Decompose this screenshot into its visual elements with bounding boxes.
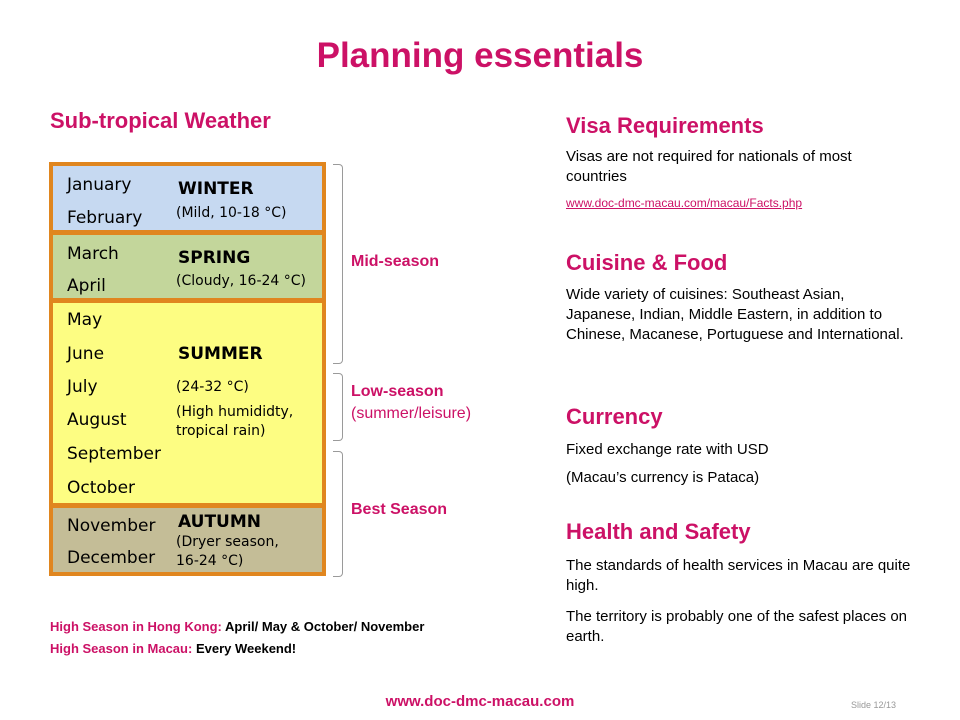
- currency-line-2: (Macau’s currency is Pataca): [566, 469, 760, 486]
- mid-season-label: Mid-season: [351, 253, 440, 270]
- month-cell: February: [67, 208, 143, 228]
- mid-season-bracket: [333, 164, 343, 364]
- macau-note: [50, 638, 424, 660]
- visa-link[interactable]: www.doc-dmc-macau.com/macau/Facts.php: [566, 196, 803, 210]
- season-autumn: [53, 508, 322, 572]
- currency-heading: Currency: [566, 404, 663, 429]
- footer-url[interactable]: www.doc-dmc-macau.com: [385, 693, 575, 710]
- macau-note-value: Every Weekend!: [195, 641, 297, 656]
- macau-note-label: High Season in Macau:: [50, 641, 193, 656]
- low-season-bracket: [333, 373, 343, 441]
- season-name: SUMMER: [178, 344, 263, 364]
- slide-title: Planning essentials: [316, 36, 644, 75]
- month-cell: November: [67, 516, 156, 536]
- season-spring: [53, 235, 322, 298]
- season-desc: (24-32 °C): [176, 379, 249, 395]
- hk-note: [50, 616, 424, 638]
- season-name: WINTER: [178, 179, 254, 199]
- season-desc: (Dryer season,: [176, 534, 279, 550]
- season-desc: (High humididty,: [176, 404, 294, 420]
- month-cell: January: [67, 175, 132, 195]
- weather-heading: Sub-tropical Weather: [50, 108, 271, 133]
- visa-heading: Visa Requirements: [566, 113, 764, 138]
- season-winter: [53, 166, 322, 230]
- month-cell: December: [67, 548, 156, 568]
- season-desc: (Mild, 10-18 °C): [176, 205, 287, 221]
- month-cell: May: [67, 310, 103, 330]
- month-cell: July: [67, 377, 98, 397]
- season-summer: [53, 303, 322, 503]
- hk-note-value: April/ May & October/ November: [225, 619, 425, 634]
- season-name: SPRING: [178, 248, 251, 268]
- low-season-label: [351, 381, 471, 425]
- weather-table: [49, 162, 326, 576]
- best-season-bracket: [333, 451, 343, 577]
- month-cell: August: [67, 410, 127, 430]
- slide-number: Slide 12/13: [851, 700, 897, 710]
- cuisine-text: Wide variety of cuisines: Southeast Asian, Japanese, Indian, Middle Eastern, in addition to Chinese, Macanese, Portuguese and International.: [566, 286, 904, 343]
- health-heading: Health and Safety: [566, 519, 751, 544]
- season-desc: tropical rain): [176, 423, 266, 439]
- low-season-subtitle: (summer/leisure): [351, 405, 472, 422]
- hk-note-label: High Season in Hong Kong:: [50, 619, 222, 634]
- month-cell: September: [67, 444, 161, 464]
- cuisine-heading: Cuisine & Food: [566, 250, 728, 275]
- currency-line-1: Fixed exchange rate with USD: [566, 441, 769, 458]
- health-line-2: The territory is probably one of the safest places on earth.: [566, 608, 908, 645]
- season-name: AUTUMN: [178, 512, 261, 532]
- visa-text: Visas are not required for nationals of most countries: [566, 148, 852, 185]
- month-cell: March: [67, 244, 119, 264]
- health-line-1: The standards of health services in Macau are quite high.: [566, 557, 911, 594]
- season-desc: 16-24 °C): [176, 553, 244, 569]
- low-season-title: Low-season: [351, 383, 444, 400]
- month-cell: October: [67, 478, 136, 498]
- season-desc: (Cloudy, 16-24 °C): [176, 273, 307, 289]
- best-season-label: Best Season: [351, 501, 448, 518]
- month-cell: June: [67, 344, 105, 364]
- high-season-notes: [50, 616, 424, 660]
- month-cell: April: [67, 276, 106, 296]
